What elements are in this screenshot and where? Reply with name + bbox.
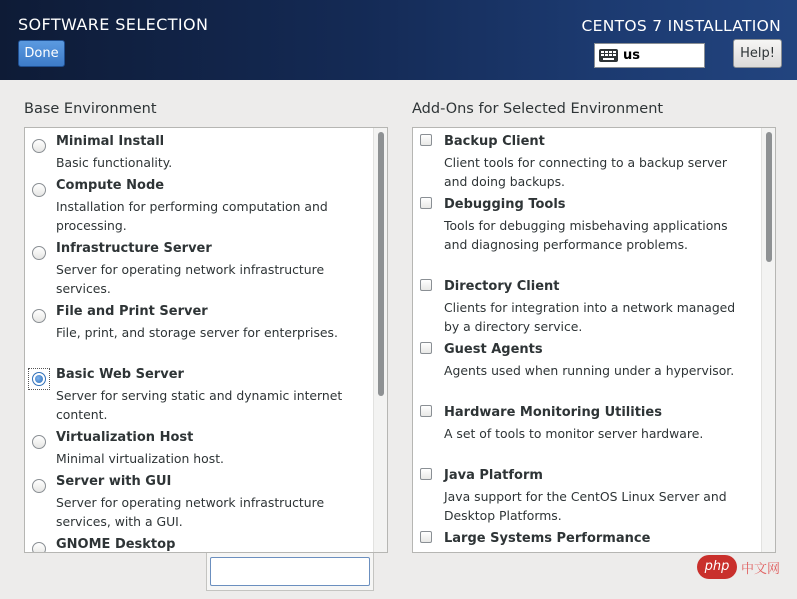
option-title: Guest Agents xyxy=(444,342,543,357)
option-description: Server for serving static and dynamic internet content. xyxy=(56,388,343,422)
done-button[interactable]: Done xyxy=(18,40,65,67)
checkbox[interactable] xyxy=(420,279,432,291)
radio-button[interactable] xyxy=(32,139,46,153)
option-description: Server for operating network infrastructure services, with a GUI. xyxy=(56,495,325,529)
checkbox[interactable] xyxy=(420,405,432,417)
option-title: Virtualization Host xyxy=(56,430,194,445)
option-description: Server for operating network infrastructure services. xyxy=(56,262,325,296)
option-description: Installation for performing computation and processing. xyxy=(56,199,328,233)
option-title: File and Print Server xyxy=(56,304,208,319)
option-description: Java support for the CentOS Linux Server and Desktop Platforms. xyxy=(444,489,727,523)
addons-scrollbar[interactable] xyxy=(761,128,775,552)
search-input[interactable] xyxy=(210,557,370,586)
option-description: Agents used when running under a hypervisor. xyxy=(444,363,735,378)
base-environment-scrollbar[interactable] xyxy=(373,128,387,552)
header-bar xyxy=(0,0,797,80)
option-description: A set of tools to monitor server hardware. xyxy=(444,426,704,441)
option-description: Minimal virtualization host. xyxy=(56,451,224,466)
checkbox[interactable] xyxy=(420,468,432,480)
option-title: Basic Web Server xyxy=(56,367,184,382)
option-title: Compute Node xyxy=(56,178,165,193)
addons-heading: Add-Ons for Selected Environment xyxy=(412,101,664,117)
installer-title: CENTOS 7 INSTALLATION xyxy=(581,17,781,35)
option-description: File, print, and storage server for enterprises. xyxy=(56,325,338,340)
php-logo: php xyxy=(697,555,737,579)
radio-button[interactable] xyxy=(32,435,46,449)
option-title: Debugging Tools xyxy=(444,197,566,212)
keyboard-layout-value: us xyxy=(623,48,640,63)
page-title: SOFTWARE SELECTION xyxy=(18,15,209,34)
option-description: Tools for debugging misbehaving applications and diagnosing performance problems. xyxy=(444,218,728,252)
checkbox[interactable] xyxy=(420,197,432,209)
base-environment-heading: Base Environment xyxy=(24,101,157,117)
option-title: Server with GUI xyxy=(56,474,172,489)
option-description: Client tools for connecting to a backup server and doing backups. xyxy=(444,155,727,189)
option-title: Infrastructure Server xyxy=(56,241,212,256)
scrollbar-thumb[interactable] xyxy=(766,132,772,262)
watermark xyxy=(697,555,780,579)
checkbox[interactable] xyxy=(420,531,432,543)
keyboard-icon xyxy=(599,49,618,62)
keyboard-layout-indicator[interactable] xyxy=(594,43,705,68)
option-title: Large Systems Performance xyxy=(444,531,651,546)
scrollbar-thumb[interactable] xyxy=(378,132,384,396)
radio-button[interactable] xyxy=(32,183,46,197)
radio-button-selected[interactable] xyxy=(32,372,46,386)
option-title: Java Platform xyxy=(444,468,543,483)
search-popup xyxy=(206,553,374,591)
option-title: Backup Client xyxy=(444,134,545,149)
option-title: Minimal Install xyxy=(56,134,165,149)
option-title: Directory Client xyxy=(444,279,560,294)
radio-button[interactable] xyxy=(32,246,46,260)
checkbox[interactable] xyxy=(420,134,432,146)
base-environment-list[interactable] xyxy=(24,127,388,553)
option-description: Basic functionality. xyxy=(56,155,173,170)
radio-button[interactable] xyxy=(32,479,46,493)
radio-button[interactable] xyxy=(32,309,46,323)
option-title: Hardware Monitoring Utilities xyxy=(444,405,662,420)
help-button[interactable]: Help! xyxy=(733,39,782,68)
option-description: Clients for integration into a network managed by a directory service. xyxy=(444,300,736,334)
addons-list[interactable] xyxy=(412,127,776,553)
option-title: GNOME Desktop xyxy=(56,537,176,552)
radio-button[interactable] xyxy=(32,542,46,553)
checkbox[interactable] xyxy=(420,342,432,354)
watermark-text: 中文网 xyxy=(741,561,781,577)
